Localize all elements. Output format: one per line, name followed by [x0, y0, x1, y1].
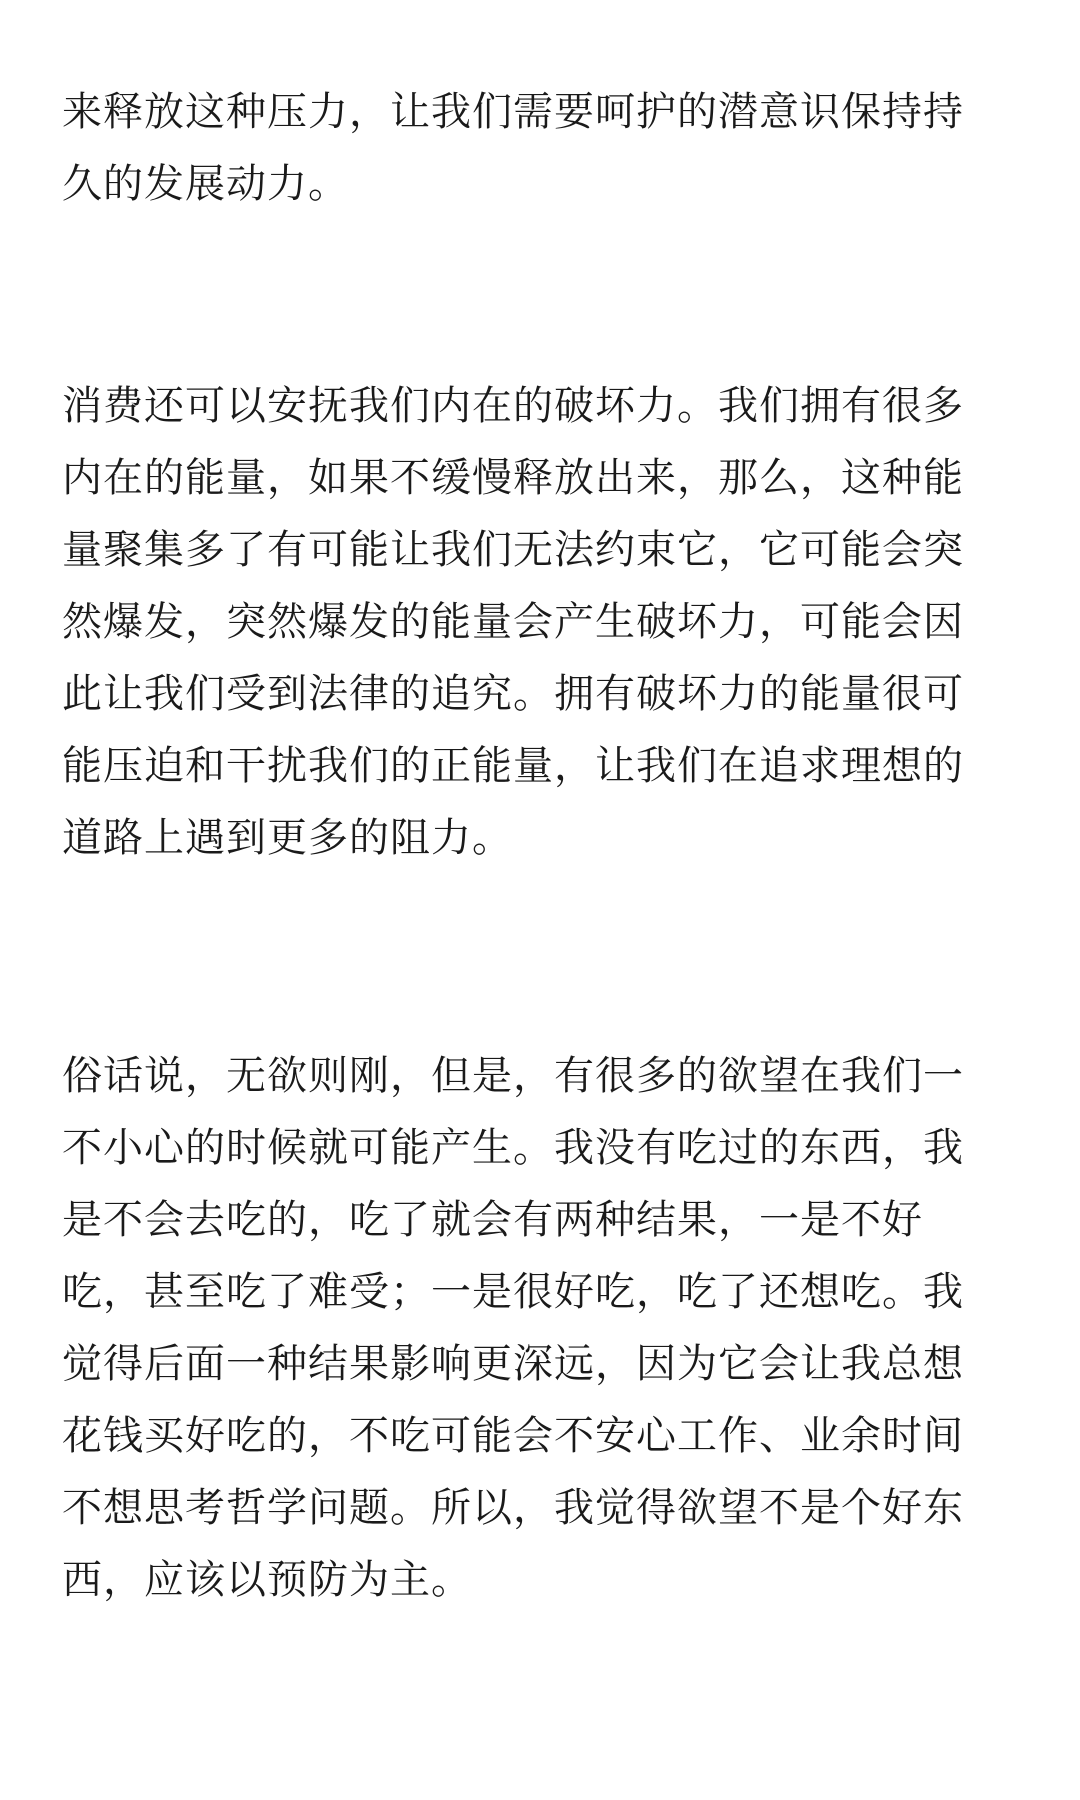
text-line: 消费还可以安抚我们内在的破坏力。我们拥有很多: [62, 383, 964, 429]
text-line: 道路上遇到更多的阻力。: [62, 815, 513, 861]
paragraph-1: [62, 76, 1022, 220]
paragraph-2: [62, 370, 1022, 874]
text-line: 是不会去吃的，吃了就会有两种结果，一是不好: [62, 1197, 923, 1243]
text-line: 不想思考哲学问题。所以，我觉得欲望不是个好东: [62, 1485, 964, 1531]
text-line: 西，应该以预防为主。: [62, 1557, 472, 1603]
text-line: 来释放这种压力，让我们需要呵护的潜意识保持持: [62, 89, 964, 135]
text-line: 能压迫和干扰我们的正能量，让我们在追求理想的: [62, 743, 964, 789]
text-line: 不小心的时候就可能产生。我没有吃过的东西，我: [62, 1125, 964, 1171]
text-line: 内在的能量，如果不缓慢释放出来，那么，这种能: [62, 455, 964, 501]
paragraph-3: [62, 1040, 1022, 1616]
text-line: 量聚集多了有可能让我们无法约束它，它可能会突: [62, 527, 964, 573]
text-line: 吃，甚至吃了难受；一是很好吃，吃了还想吃。我: [62, 1269, 964, 1315]
text-line: 久的发展动力。: [62, 161, 349, 207]
text-line: 花钱买好吃的，不吃可能会不安心工作、业余时间: [62, 1413, 964, 1459]
text-line: 觉得后面一种结果影响更深远，因为它会让我总想: [62, 1341, 964, 1387]
text-line: 然爆发，突然爆发的能量会产生破坏力，可能会因: [62, 599, 964, 645]
text-line: 俗话说，无欲则刚，但是，有很多的欲望在我们一: [62, 1053, 964, 1099]
text-line: 此让我们受到法律的追究。拥有破坏力的能量很可: [62, 671, 964, 717]
